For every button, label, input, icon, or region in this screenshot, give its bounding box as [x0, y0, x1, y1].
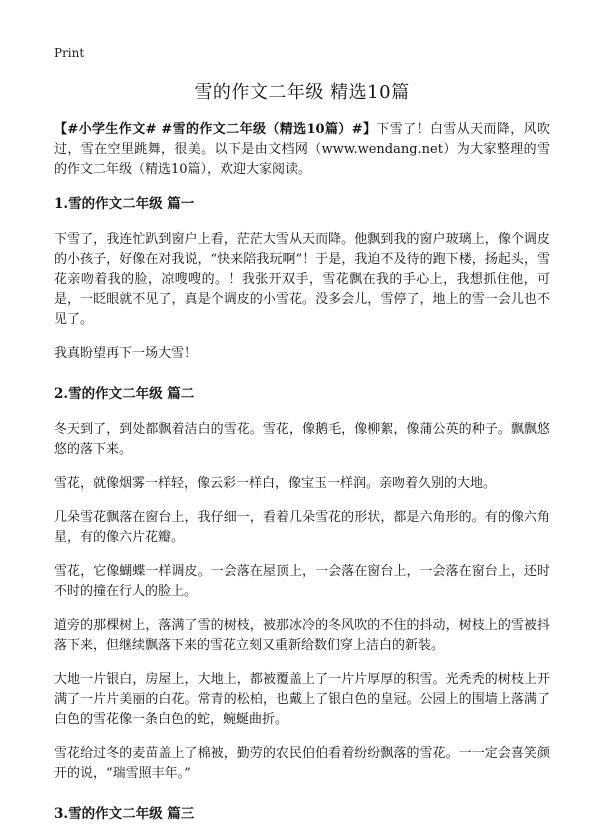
section-2-paragraph: 道旁的那棵树上，落满了雪的树枝，被那冰冷的冬风吹的不住的抖动，树枝上的雪被抖落下来，但继续飘落下来的雪花立刻又重新给数们穿上洁白的新装。	[54, 618, 550, 653]
page-title: 雪的作文二年级 精选10篇	[194, 82, 410, 103]
section-2-paragraph: 几朵雪花飘落在窗台上，我仔细一，看着几朵雪花的形状，都是六角形的。有的像六角星，有的像六片花瓣。	[54, 510, 550, 545]
section-1-paragraph: 我真盼望再下一场大雪！	[54, 346, 198, 361]
section-1-paragraph: 下雪了，我连忙趴到窗户上看，茫茫大雪从天而降。他飘到我的窗户玻璃上，像个调皮的小孩子，好像在对我说，“快来陪我玩啊”！于是，我迫不及待的跑下楼，扬起头，雪花亲吻着我的脸，凉嗖嗖的。！我张开双手，雪花飘在我的手心上，我想抓住他，可是，一眨眼就不见了，真是个调皮的小雪花。没多会儿，雪停了，地上的雪一会儿也不见了。	[54, 232, 550, 327]
section-heading-2: 2.雪的作文二年级 篇二	[54, 386, 195, 402]
section-2-paragraph: 雪花，它像蝴蝶一样调皮。一会落在屋顶上，一会落在窗台上，一会落在窗台上，还时不时的撞在行人的脸上。	[54, 564, 550, 599]
article-body	[54, 120, 550, 840]
section-2-paragraph: 大地一片银白，房屋上，大地上，都被覆盖上了一片片厚厚的积雪。光秃秃的树枝上开满了一片片美丽的白花。常青的松柏，也戴上了银白色的皇冠。公园上的围墙上落满了白色的雪花像一条白色的蛇，蜿蜒曲折。	[54, 672, 550, 727]
section-2-paragraph: 雪花，就像烟雾一样轻，像云彩一样白，像宝玉一样润。亲吻着久别的大地。	[54, 476, 497, 491]
section-2-paragraph: 雪花给过冬的麦苗盖上了棉被，勤劳的农民伯伯看着纷纷飘落的雪花。一一定会喜笑颜开的说，“瑞雪照丰年。”	[54, 746, 550, 781]
section-heading-1: 1.雪的作文二年级 篇一	[54, 196, 195, 212]
intro-paragraph	[54, 120, 550, 180]
section-2-paragraph: 冬天到了，到处都飘着洁白的雪花。雪花，像鹅毛，像柳絮，像蒲公英的种子。飘飘悠悠的落下来。	[54, 422, 550, 457]
print-link[interactable]: Print	[54, 46, 85, 60]
intro-tag: 【#小学生作文# #雪的作文二年级（精选10篇）#】	[54, 122, 377, 137]
section-heading-3: 3.雪的作文二年级 篇三	[54, 806, 195, 822]
intro-text: 下雪了！白雪从天而降，风吹过，雪在空里跳舞，很美。以下是由文档网（www.wendang.net）为大家整理的雪的作文二年级（精选10篇），欢迎大家阅读。	[54, 122, 550, 177]
